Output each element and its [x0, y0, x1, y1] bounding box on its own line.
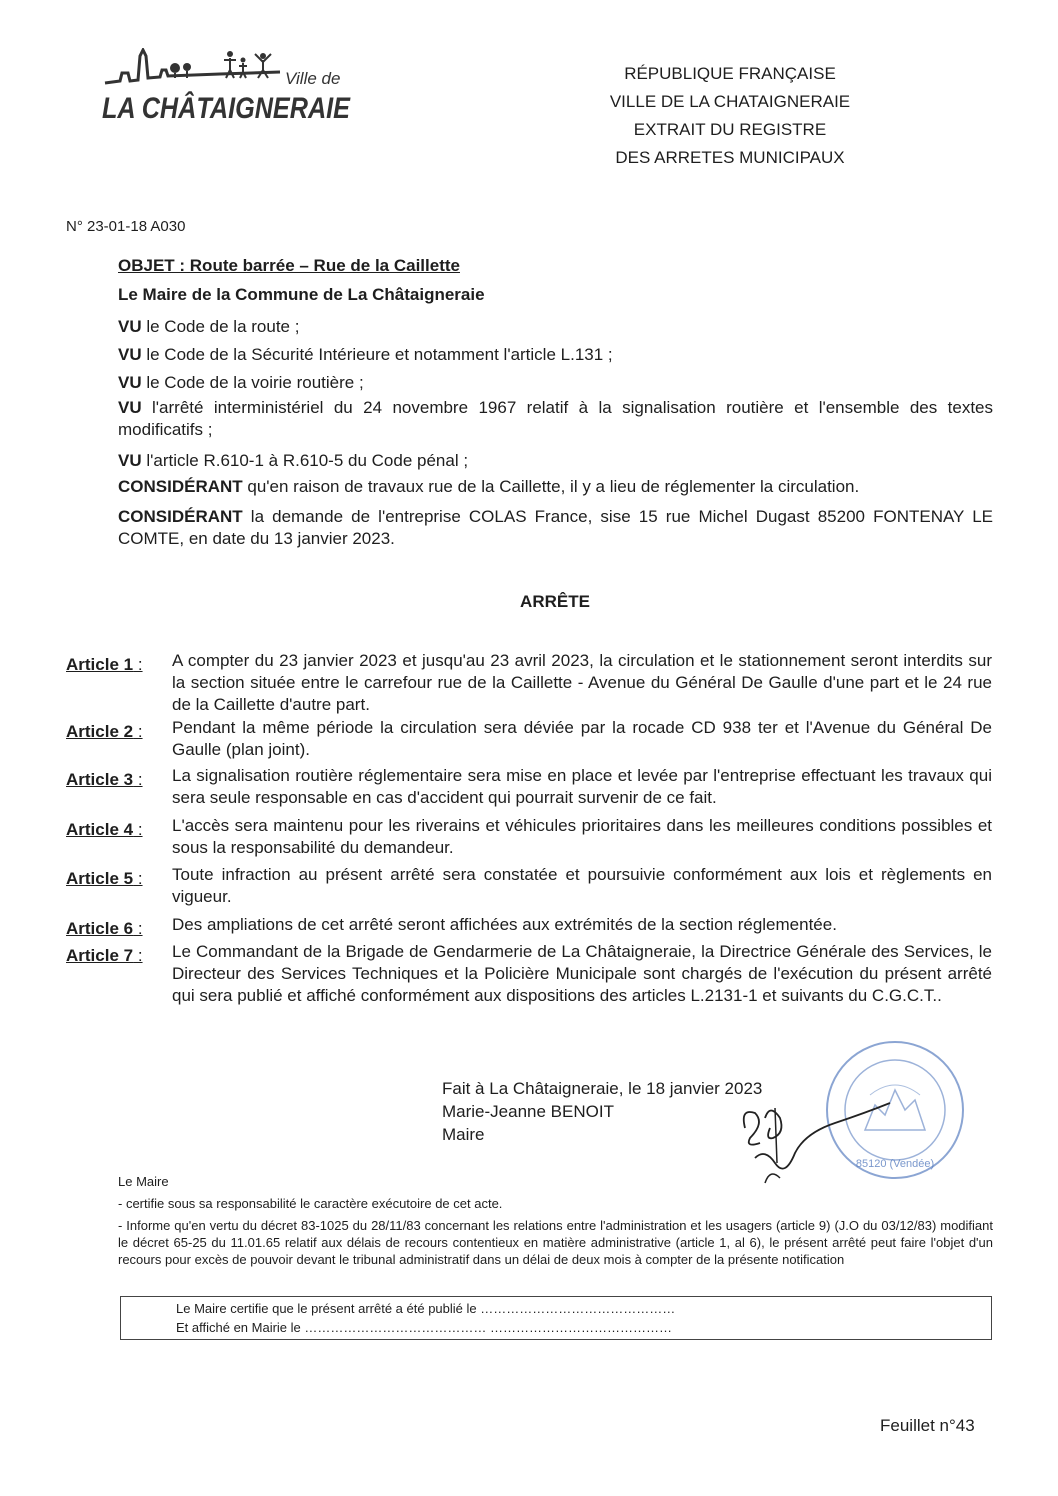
article-7-label	[66, 946, 143, 966]
page-number: Feuillet n°43	[880, 1416, 975, 1435]
consideration-text: la demande de l'entreprise COLAS France, sise 15 rue Michel Dugast 85200 FONTENAY LE COMTE, en date du 13 janvier 2023.	[118, 507, 993, 548]
consideration-keyword: VU	[118, 451, 142, 470]
article-3-text: La signalisation routière réglementaire sera mise en place et levée par l'entreprise effectuant les travaux qui sera seule responsable en cas d'accident qui pourrait survenir de ce fait.	[172, 766, 992, 807]
decree-reference: N° 23-01-18 A030	[66, 218, 186, 235]
article-7-text: Le Commandant de la Brigade de Gendarmerie de La Châtaigneraie, la Directrice Générale des Services, le Directeur des Services Techniques et la Policière Municipale sont chargés de l'exécution du présent arrêté qui sera publié et affiché conformément aux dispositions des articles L.2131-1 et suivants du C.G.C.T..	[172, 942, 992, 1005]
header-ville: VILLE DE LA CHATAIGNERAIE	[609, 92, 851, 111]
article-label-text: Article 3	[66, 770, 134, 789]
town-logo-graphic	[100, 48, 370, 128]
article-3-label	[66, 770, 143, 790]
consideration-keyword: CONSIDÉRANT	[118, 507, 243, 526]
article-label-text: Article 2	[66, 722, 134, 741]
article-5-label	[66, 869, 143, 889]
article-1-text: A compter du 23 janvier 2023 et jusqu'au 23 avril 2023, la circulation et le stationnement seront interdits sur la section située entre le carrefour rue de la Caillette - Avenue du Général De Gaulle d'une part et le 24 rue de la Caillette d'autre part.	[172, 651, 992, 714]
article-4-text: L'accès sera maintenu pour les riverains et véhicules prioritaires dans les meilleures conditions possibles et sous la responsabilité du demandeur.	[172, 816, 992, 857]
article-4-label	[66, 820, 143, 840]
handwritten-signature	[725, 1088, 895, 1198]
certification-item-2: - Informe qu'en vertu du décret 83-1025 du 28/11/83 concernant les relations entre l'administration et les usagers (article 9) (J.O du 03/12/83) modifiant le décret 65-25 du 11.01.65 relatif aux délais de recours contentieux en matière administrative (article 1, al 6), le présent arrêté peut faire l'objet d'un recours pour excès de pouvoir devant le tribunal administratif dans un délai de deux mois à compter de la présente notification	[118, 1218, 993, 1267]
town-logo	[100, 48, 370, 128]
article-colon: :	[133, 770, 143, 789]
certification-item-1: - certifie sous sa responsabilité le caractère exécutoire de cet acte.	[118, 1196, 503, 1211]
article-6-text: Des ampliations de cet arrêté seront affichées aux extrémités de la section réglementée.	[172, 915, 837, 934]
consideration-keyword: VU	[118, 398, 142, 417]
consideration-vu-1	[118, 316, 993, 338]
consideration-keyword: VU	[118, 345, 142, 364]
consideration-vu-3	[118, 372, 993, 394]
stamp-text: 85120 (Vendée)	[855, 1158, 935, 1170]
consideration-text: le Code de la route ;	[141, 317, 300, 336]
consideration-vu-5	[118, 450, 993, 472]
header-registre: DES ARRETES MUNICIPAUX	[615, 148, 845, 167]
article-label-text: Article 1	[66, 655, 134, 674]
document-header	[560, 60, 900, 172]
consideration-keyword: CONSIDÉRANT	[118, 477, 243, 496]
consideration-considerant-2	[118, 506, 993, 550]
article-label-text: Article 7	[66, 946, 134, 965]
certification-title: Le Maire	[118, 1174, 169, 1189]
consideration-keyword: VU	[118, 317, 142, 336]
article-2-label	[66, 722, 143, 742]
consideration-text: qu'en raison de travaux rue de la Caillette, il y a lieu de réglementer la circulation.	[242, 477, 860, 496]
arrete-heading: ARRÊTE	[520, 592, 590, 611]
header-extrait: EXTRAIT DU REGISTRE	[633, 120, 827, 139]
consideration-keyword: VU	[118, 373, 142, 392]
publication-line-1: Le Maire certifie que le présent arrêté a été publié le ………………………………………	[176, 1301, 676, 1316]
article-colon: :	[133, 919, 143, 938]
article-colon: :	[133, 869, 143, 888]
article-colon: :	[133, 946, 143, 965]
article-5-text: Toute infraction au présent arrêté sera constatée et poursuivie conformément aux lois et règlements en vigueur.	[172, 865, 992, 906]
consideration-text: le Code de la voirie routière ;	[141, 373, 364, 392]
signature-role: Maire	[442, 1125, 485, 1144]
logo-ville-de: Ville de	[285, 69, 341, 88]
signature-graphic	[725, 1088, 895, 1198]
signature-block	[442, 1077, 762, 1146]
consideration-text: l'arrêté interministériel du 24 novembre 1967 relatif à la signalisation routière et l'ensemble des textes modificatifs ;	[118, 398, 993, 439]
article-1-label	[66, 655, 143, 675]
signature-name: Marie-Jeanne BENOIT	[442, 1102, 614, 1121]
consideration-vu-4	[118, 397, 993, 441]
publication-line-2: Et affiché en Mairie le …………………………………… ……………………………………	[176, 1320, 672, 1335]
consideration-text: l'article R.610-1 à R.610-5 du Code pénal ;	[141, 451, 469, 470]
article-6-label	[66, 919, 143, 939]
article-2-text: Pendant la même période la circulation sera déviée par la rocade CD 938 ter et l'Avenue du Général De Gaulle (plan joint).	[172, 718, 992, 759]
article-colon: :	[133, 722, 143, 741]
logo-town-name: LA CHÂTAIGNERAIE	[102, 92, 370, 125]
article-colon: :	[133, 820, 143, 839]
consideration-considerant-1	[118, 476, 993, 498]
article-label-text: Article 6	[66, 919, 134, 938]
signature-place-date: Fait à La Châtaigneraie, le 18 janvier 2023	[442, 1079, 763, 1098]
mayor-title: Le Maire de la Commune de La Châtaigneraie	[118, 285, 485, 304]
consideration-vu-2	[118, 344, 993, 366]
header-republique: RÉPUBLIQUE FRANÇAISE	[624, 64, 836, 83]
decree-subject: OBJET : Route barrée – Rue de la Caillette	[118, 256, 460, 275]
article-label-text: Article 5	[66, 869, 134, 888]
article-colon: :	[133, 655, 143, 674]
consideration-text: le Code de la Sécurité Intérieure et notamment l'article L.131 ;	[141, 345, 613, 364]
article-label-text: Article 4	[66, 820, 134, 839]
